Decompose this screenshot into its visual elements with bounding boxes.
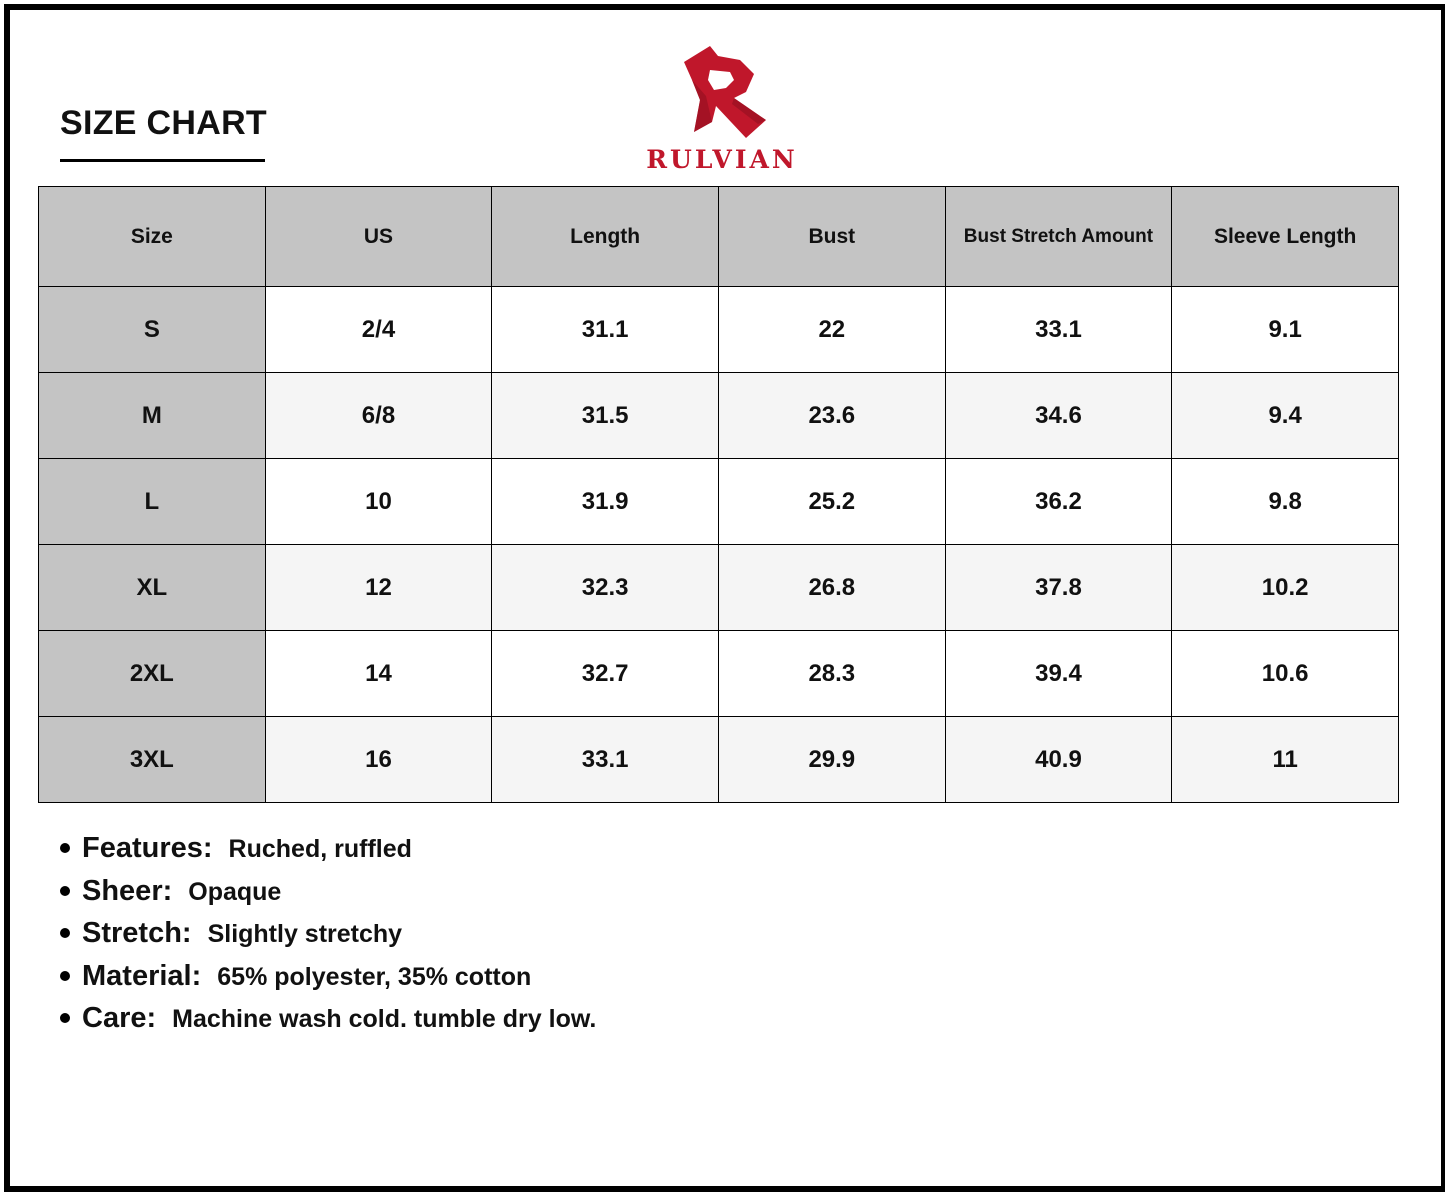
title-underline	[60, 159, 265, 162]
feature-value: Machine wash cold. tumble dry low.	[172, 1005, 597, 1033]
list-item	[60, 917, 596, 960]
feature-label: Features:	[82, 832, 213, 864]
table-header-row	[39, 187, 1399, 287]
table-cell: 31.5	[492, 373, 719, 459]
bullet-icon	[60, 1013, 70, 1023]
table-cell: 31.1	[492, 287, 719, 373]
table-cell: 31.9	[492, 459, 719, 545]
size-cell: L	[39, 459, 266, 545]
column-header: Bust	[718, 187, 945, 287]
table-cell: 16	[265, 717, 492, 803]
table-cell: 34.6	[945, 373, 1172, 459]
table-row	[39, 459, 1399, 545]
feature-list	[60, 832, 596, 1045]
table-cell: 22	[718, 287, 945, 373]
size-cell: 3XL	[39, 717, 266, 803]
table-cell: 33.1	[492, 717, 719, 803]
table-cell: 9.4	[1172, 373, 1399, 459]
column-header: Size	[39, 187, 266, 287]
table-cell: 29.9	[718, 717, 945, 803]
column-header: Sleeve Length	[1172, 187, 1399, 287]
table-cell: 9.8	[1172, 459, 1399, 545]
table-cell: 39.4	[945, 631, 1172, 717]
r-monogram-icon	[672, 40, 772, 140]
table-cell: 23.6	[718, 373, 945, 459]
list-item	[60, 1002, 596, 1045]
table-cell: 10	[265, 459, 492, 545]
brand-logo	[632, 40, 812, 180]
table-cell: 25.2	[718, 459, 945, 545]
table-row	[39, 373, 1399, 459]
table-cell: 36.2	[945, 459, 1172, 545]
table-cell: 37.8	[945, 545, 1172, 631]
feature-label: Sheer:	[82, 874, 173, 907]
brand-wordmark: RULVIAN	[646, 145, 798, 174]
page-title: SIZE CHART	[60, 104, 267, 142]
bullet-icon	[60, 886, 70, 896]
size-cell: 2XL	[39, 631, 266, 717]
column-header: US	[265, 187, 492, 287]
table-row	[39, 287, 1399, 373]
list-item	[60, 832, 596, 875]
table-row	[39, 717, 1399, 803]
feature-value: Slightly stretchy	[207, 920, 403, 948]
table-cell: 10.2	[1172, 545, 1399, 631]
table-cell: 40.9	[945, 717, 1172, 803]
size-chart-table	[38, 186, 1399, 803]
table-row	[39, 631, 1399, 717]
table-cell: 28.3	[718, 631, 945, 717]
size-cell: S	[39, 287, 266, 373]
feature-label: Stretch:	[82, 917, 192, 949]
table-cell: 32.7	[492, 631, 719, 717]
list-item	[60, 960, 596, 1003]
table-cell: 11	[1172, 717, 1399, 803]
bullet-icon	[60, 971, 70, 981]
bullet-icon	[60, 928, 70, 938]
table-row	[39, 545, 1399, 631]
table-cell: 10.6	[1172, 631, 1399, 717]
size-cell: M	[39, 373, 266, 459]
table-cell: 6/8	[265, 373, 492, 459]
table-cell: 9.1	[1172, 287, 1399, 373]
list-item	[60, 875, 596, 918]
table-cell: 33.1	[945, 287, 1172, 373]
feature-value: Ruched, ruffled	[228, 835, 412, 863]
table-cell: 14	[265, 631, 492, 717]
feature-label: Care:	[82, 1002, 157, 1034]
table-cell: 26.8	[718, 545, 945, 631]
table-cell: 12	[265, 545, 492, 631]
column-header: Length	[492, 187, 719, 287]
feature-value: Opaque	[188, 877, 282, 906]
size-cell: XL	[39, 545, 266, 631]
table-cell: 2/4	[265, 287, 492, 373]
bullet-icon	[60, 843, 70, 853]
column-header: Bust Stretch Amount	[945, 187, 1172, 287]
feature-value: 65% polyester, 35% cotton	[217, 962, 532, 991]
feature-label: Material:	[82, 959, 202, 992]
table-cell: 32.3	[492, 545, 719, 631]
